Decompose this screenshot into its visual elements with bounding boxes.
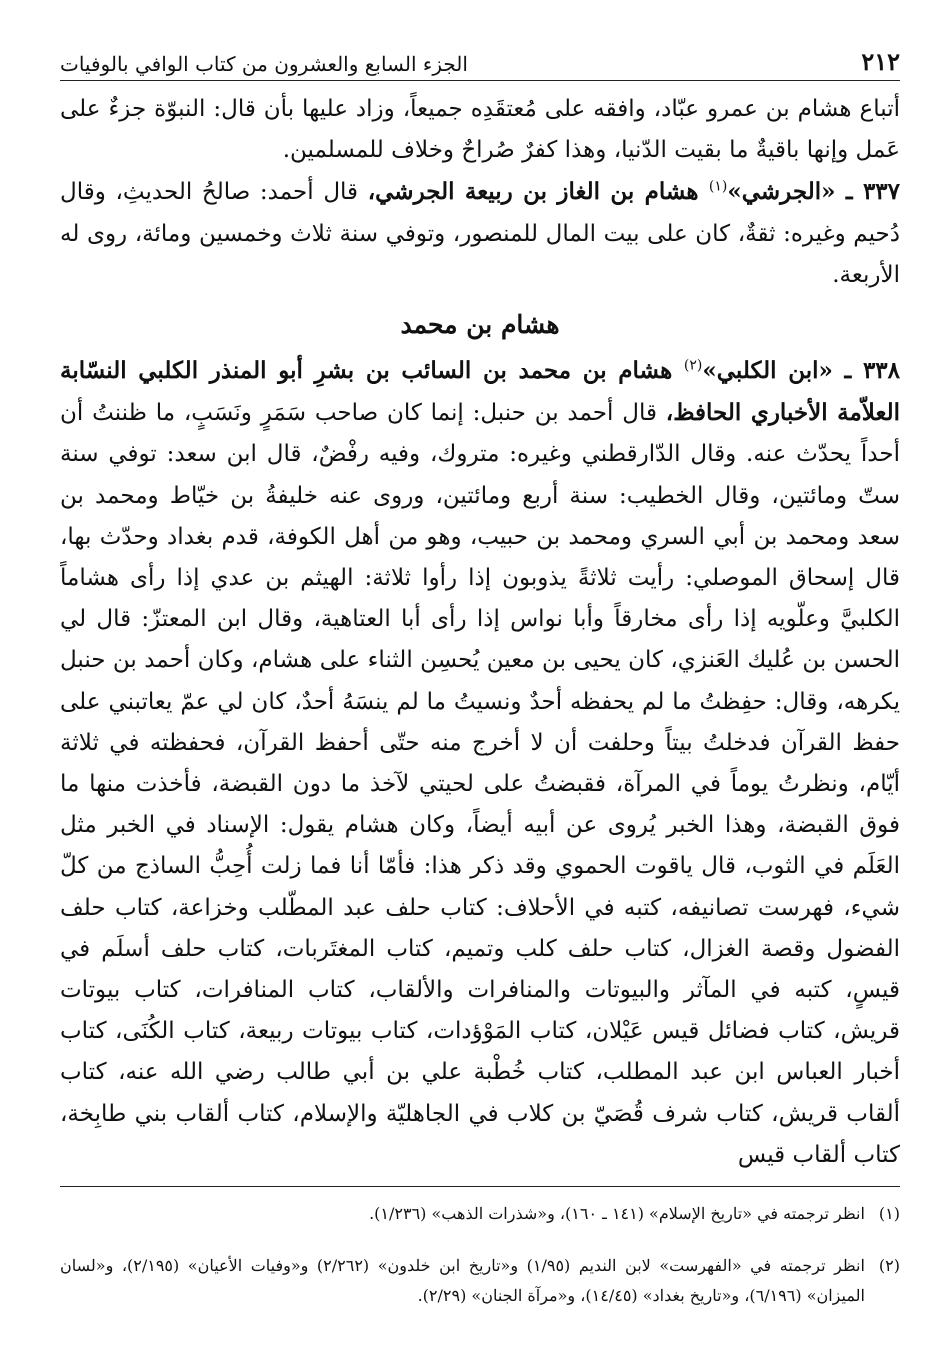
entry-337-text: قال أحمد: صالحُ الحديثِ، وقال دُحيم وغيره: ثقةٌ، كان على بيت المال للمنصور، وتوفي سنة ثلاث وخمسين ومائة، روى له الأربعة. [60, 179, 900, 288]
footnotes [60, 1199, 900, 1311]
entry-338-head: ٣٣٨ ـ «ابن الكلبي» [702, 357, 901, 385]
main-text [60, 89, 900, 1176]
footnote-1 [60, 1199, 900, 1229]
footnote-2-text: انظر ترجمته في «الفهرست» لابن النديم (١/٩٥) و«تاريخ ابن خلدون» (٢/٢٦٢) و«وفيات الأعيان» (٢/١٩٥)، و«لسان الميزان» (٦/١٩٦)، و«تاريخ بغداد» (١٤/٤٥)، و«مرآة الجنان» (٢/٢٩). [60, 1256, 865, 1306]
footnote-2 [60, 1251, 900, 1311]
entry-338 [60, 350, 900, 1176]
section-title: هشام بن محمد [400, 310, 560, 340]
entry-338-name: هشام بن محمد بن السائب بن بشرِ أبو المنذر الكلبي النسّابة العلاّمة الأخباري الحافظ، [60, 357, 901, 427]
running-header [60, 30, 900, 81]
footnote-2-number: (٢) [878, 1256, 900, 1276]
running-title: الجزء السابع والعشرون من كتاب الوافي بالوفيات [60, 52, 468, 76]
entry-338-text: قال أحمد بن حنبل: إنما كان صاحب سَمَرٍ ونَسَبٍ، ما ظننتُ أن أحداً يحدّث عنه. وقال الدّارقطني وغيره: متروك، وفيه رفْضٌ، قال ابن سعد: توفي سنة ستّ ومائتين، وقال الخطيب: سنة أربع ومائتين، وروى عنه خليفةُ بن خيّاط ومحمد بن سعد ومحمد بن أبي السري ومحمد بن حبيب، وهو من أهل الكوفة، قدم بغداد وحدّث بها، قال إسحاق الموصلي: رأيت ثلاثةً يذوبون إذا رأوا ثلاثة: الهيثم بن عدي إذا رأى هشاماً الكلبيَّ وعلّويه إذا رأى مخارقاً وأبا نواس إذا رأى أبا العتاهية، وقال ابن المعتزّ: قال لي الحسن بن عُليك العَنزي، كان يحيى بن معين يُحسِن الثناء على هشام، وكان أحمد بن حنبل يكرهه، وقال: حفِظتُ ما لم يحفظه أحدٌ ونسيتُ ما لم ينسَهُ أحدٌ، كان لي عمّ يعاتبني على حفظ القرآن فدخلتُ بيتاً وحلفت أن لا أخرج منه حتّى أحفظ القرآن، فحفظته في ثلاثة أيّام، ونظرتُ يوماً في المرآة، فقبضتُ على لحيتي لآخذ ما دون القبضة، فأخذت منها ما فوق القبضة، وهذا الخبر يُروى عن أبيه أيضاً، وكان هشام يقول: الإسناد في الخبر مثل العَلَم في الثوب، قال ياقوت الحموي وقد ذكر هذا: فأمّا أنا فما زلت أُحِبُّ الساذج من كلّ شيء، فهرست تصانيفه، كتبه في الأحلاف: كتاب حلف عبد المطّلب وخزاعة، كتاب حلف الفضول وقصة الغزال، كتاب حلف كلب وتميم، كتاب المغتَربات، كتاب حلف أسلَم في قيسٍ، كتبه في المآثر والبيوتات والمنافرات والألقاب، كتاب المنافرات، كتاب بيوتات قريش، كتاب فضائل قيس عَيْلان، كتاب المَوْؤدات، كتاب بيوتات ربيعة، كتاب الكُنَى، كتاب أخبار العباس ابن عبد المطلب، كتاب خُطْبة علي بن أبي طالب رضي الله عنه، كتاب ألقاب قريش، كتاب شرف قُصَيّ بن كلاب في الجاهليّة والإسلام، كتاب ألقاب بني طابِخة، كتاب ألقاب قيس [60, 400, 900, 1168]
entry-337-head: ٣٣٧ ـ «الجرشي» [727, 178, 900, 206]
entry-337 [60, 171, 900, 296]
footnote-divider [60, 1186, 900, 1187]
footnote-1-number: (١) [878, 1204, 900, 1224]
footnote-ref-1[interactable]: (١) [708, 178, 728, 195]
entry-337-name: هشام بن الغاز بن ربيعة الجرشي، [367, 178, 709, 206]
book-page [60, 30, 900, 1311]
intro-paragraph: أتباع هشام بن عمرو عبّاد، وافقه على مُعتقَدِه جميعاً، وزاد عليها بأن قال: النبوّة جزءٌ على عَمل وإنها باقيةٌ ما بقيت الدّنيا، وهذا كفرٌ صُراحٌ وخلاف للمسلمين. [60, 96, 900, 164]
footnote-1-text: انظر ترجمته في «تاريخ الإسلام» (١٤١ ـ ١٦٠)، و«شذرات الذهب» (١/٢٣٦). [369, 1204, 865, 1224]
footnote-ref-2[interactable]: (٢) [683, 357, 703, 374]
page-number: ٢١٢ [861, 47, 900, 76]
